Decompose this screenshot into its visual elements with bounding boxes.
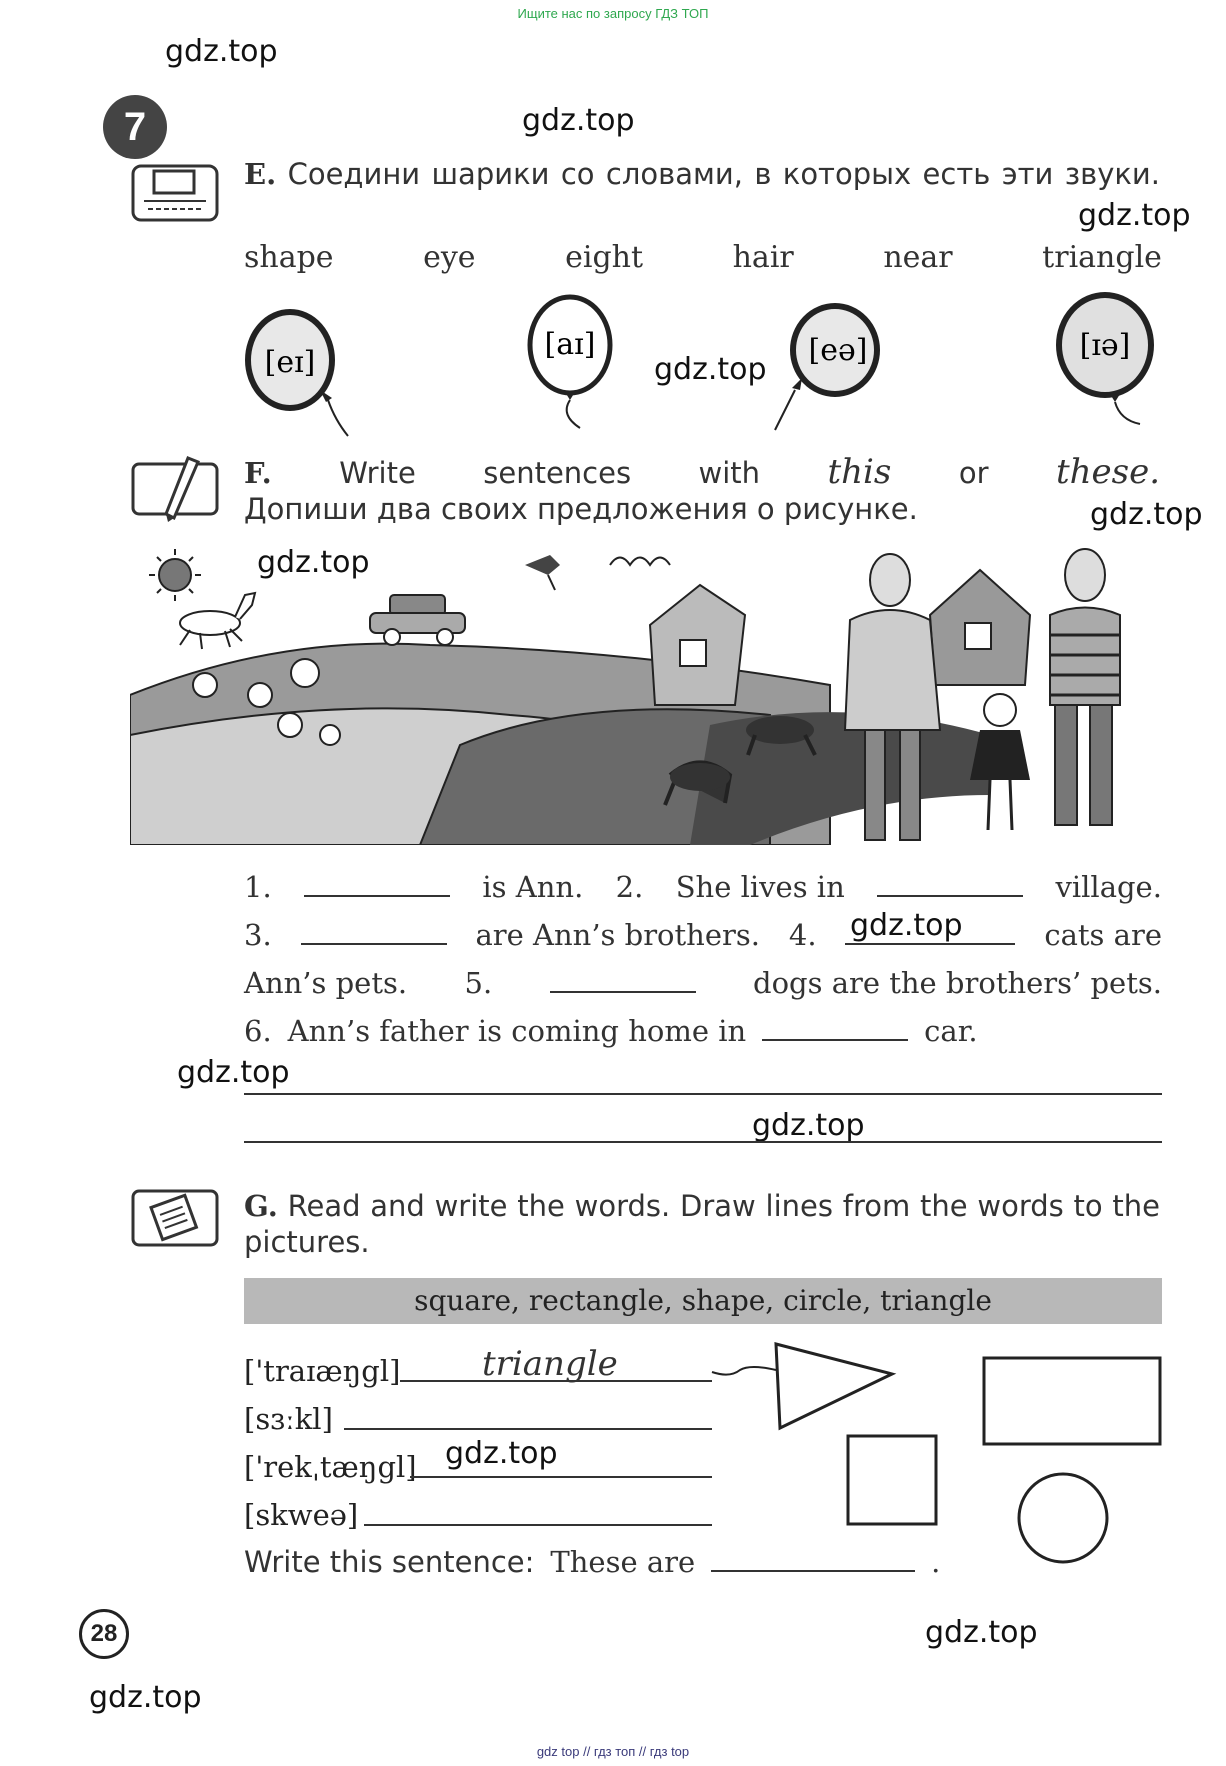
word-this: this	[827, 452, 892, 492]
balloons	[240, 290, 1180, 440]
section-f-text-ru: Допиши два своих предложения о рисунке.	[244, 492, 918, 526]
ipa-label: [skweə]	[244, 1498, 359, 1532]
ipa-label: ['traɪæŋgl]	[244, 1354, 401, 1388]
answer-line[interactable]	[364, 1524, 712, 1526]
word-box: square, rectangle, shape, circle, triangle	[244, 1278, 1162, 1324]
section-e-instruction	[244, 156, 1160, 192]
final-text: These are	[550, 1545, 696, 1579]
sentence-text: village.	[1055, 870, 1162, 904]
unit-number-badge: 7	[103, 95, 167, 159]
notebook-icon	[130, 1188, 220, 1248]
village-illustration	[130, 545, 1170, 845]
writing-line[interactable]	[244, 1141, 1162, 1143]
balloon-ai[interactable]	[530, 297, 610, 428]
watermark: gdz.top	[165, 34, 278, 69]
final-sentence	[244, 1545, 940, 1579]
balloon-ea[interactable]	[775, 306, 877, 430]
sentence-line-3	[244, 966, 1162, 1000]
ipa-label: [sɜːkl]	[244, 1402, 333, 1436]
answer-blank[interactable]	[762, 1033, 908, 1041]
section-g-letter: G.	[244, 1189, 278, 1223]
sentence-text: are Ann’s brothers.	[475, 918, 760, 952]
balloon-ei[interactable]	[248, 312, 348, 436]
answer-blank[interactable]	[301, 937, 447, 945]
sentence-text: She lives in	[675, 870, 845, 904]
answer-blank[interactable]	[304, 889, 450, 897]
computer-icon	[130, 163, 220, 223]
section-f-letter: F.	[244, 456, 272, 490]
watermark: gdz.top	[445, 1436, 558, 1471]
section-f-text: Write sentences with	[339, 456, 761, 490]
sentence-number: 4.	[788, 918, 817, 952]
sentence-line-4	[244, 1014, 978, 1048]
watermark: gdz.top	[752, 1108, 865, 1143]
word[interactable]: triangle	[1042, 240, 1162, 275]
handwritten-answer: triangle	[482, 1344, 618, 1384]
word[interactable]: hair	[732, 240, 794, 275]
watermark: gdz.top	[522, 103, 635, 138]
answer-line[interactable]	[410, 1476, 712, 1478]
sentence-line-1	[244, 870, 1162, 904]
shapes-area	[700, 1330, 1170, 1570]
answer-line[interactable]	[344, 1428, 712, 1430]
watermark: gdz.top	[1078, 198, 1191, 233]
ipa-label: ['rekˌtæŋgl]	[244, 1450, 417, 1484]
watermark: gdz.top	[654, 352, 767, 387]
sentence-text: cats are	[1044, 918, 1162, 952]
watermark: gdz.top	[1090, 497, 1203, 532]
final-instruction: Write this sentence:	[244, 1545, 535, 1579]
final-period: .	[931, 1545, 941, 1579]
word-these: these.	[1055, 452, 1161, 492]
word-or: or	[958, 456, 989, 490]
sentence-number: 1.	[244, 870, 272, 904]
watermark: gdz.top	[89, 1680, 202, 1715]
sentence-text: is Ann.	[482, 870, 584, 904]
square-shape[interactable]	[848, 1436, 936, 1524]
sentence-text: Ann’s father is coming home in	[287, 1014, 747, 1048]
section-g-text: Read and write the words. Draw lines from the words to the pictures.	[244, 1189, 1161, 1259]
triangle-shape[interactable]	[776, 1344, 892, 1428]
watermark: gdz.top	[257, 545, 370, 580]
sentence-number: 5.	[464, 966, 493, 1000]
pencil-icon	[130, 456, 220, 522]
footer-links[interactable]: gdz top // гдз топ // гдз top	[536, 1744, 690, 1759]
circle-shape[interactable]	[1019, 1474, 1107, 1562]
section-f-instruction	[244, 454, 1160, 527]
watermark: gdz.top	[925, 1615, 1038, 1650]
top-banner[interactable]: Ищите нас по запросу ГДЗ ТОП	[517, 6, 709, 21]
sentence-text: Ann’s pets.	[244, 966, 408, 1000]
section-e-letter: E.	[244, 157, 277, 191]
page-number: 28	[79, 1609, 129, 1659]
writing-line[interactable]	[244, 1093, 1162, 1095]
word-row	[244, 240, 1162, 275]
balloon-label: [ɪə]	[1079, 328, 1131, 363]
watermark: gdz.top	[177, 1055, 290, 1090]
balloon-ie[interactable]	[1059, 295, 1151, 424]
section-e-text: Соедини шарики со словами, в которых есть эти звуки.	[287, 157, 1161, 191]
sentence-text: car.	[924, 1014, 978, 1048]
answer-blank[interactable]	[550, 985, 696, 993]
balloon-label: [aɪ]	[544, 327, 596, 362]
sentence-number: 2.	[615, 870, 644, 904]
answer-blank[interactable]	[845, 937, 1015, 945]
answer-blank[interactable]	[711, 1564, 915, 1572]
sentence-number: 3.	[244, 918, 272, 952]
word[interactable]: eight	[565, 240, 644, 275]
word[interactable]: near	[883, 240, 953, 275]
word[interactable]: eye	[423, 240, 476, 275]
rectangle-shape[interactable]	[984, 1358, 1160, 1444]
watermark: gdz.top	[850, 908, 963, 943]
sentence-text: dogs are the brothers’ pets.	[753, 966, 1162, 1000]
word[interactable]: shape	[244, 240, 334, 275]
balloon-label: [eə]	[808, 333, 868, 368]
balloon-label: [eɪ]	[264, 345, 316, 380]
sentence-line-2	[244, 918, 1162, 952]
connector-line	[712, 1367, 776, 1375]
answer-blank[interactable]	[877, 889, 1023, 897]
section-g-instruction	[244, 1188, 1160, 1260]
sentence-number: 6.	[244, 1014, 272, 1048]
